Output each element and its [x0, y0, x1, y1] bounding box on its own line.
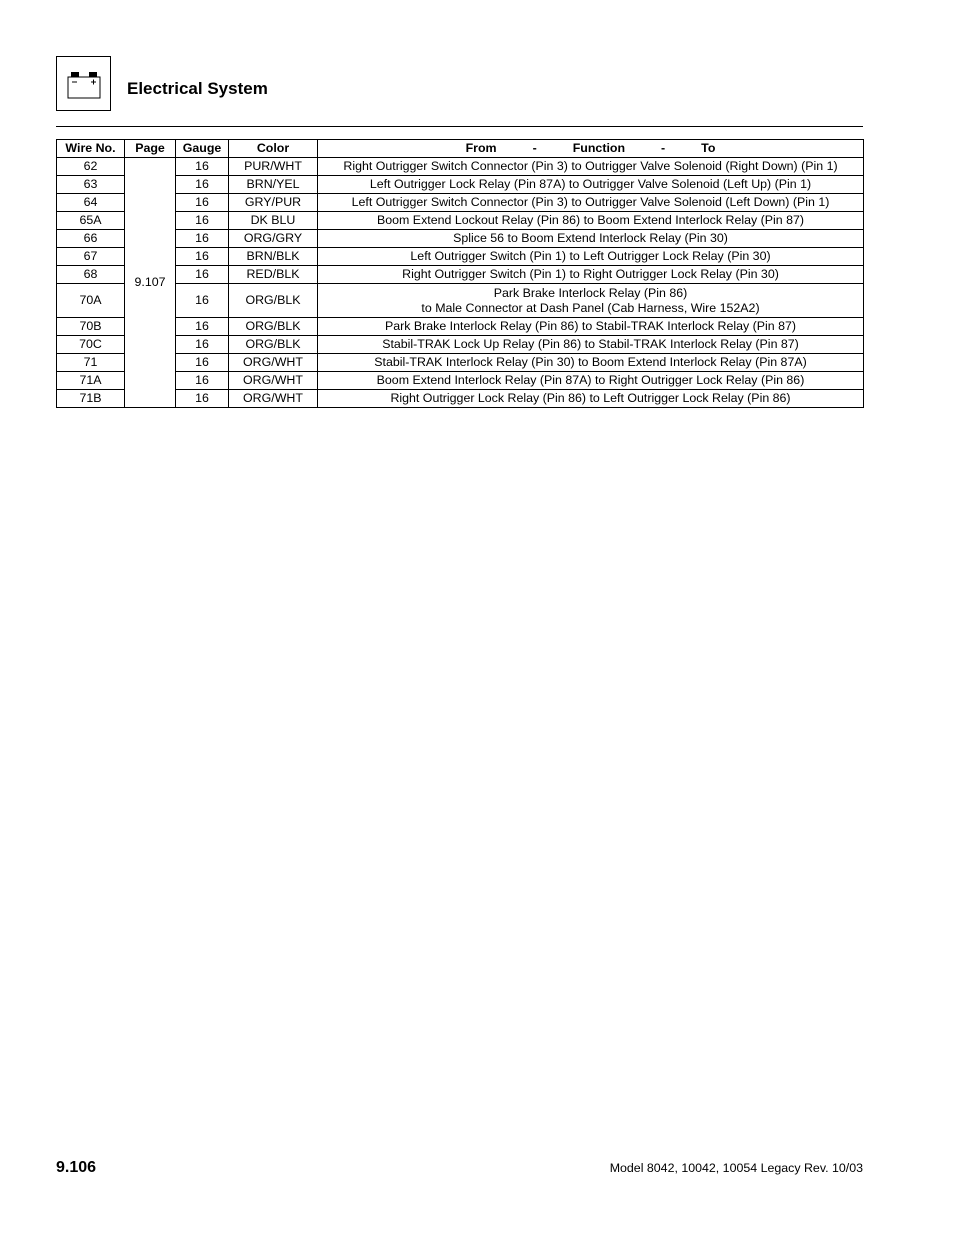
- wire-function: [318, 354, 864, 372]
- table-row: [57, 354, 864, 372]
- wire-function: [318, 266, 864, 284]
- table-row: [57, 194, 864, 212]
- col-gauge: Gauge: [176, 140, 229, 158]
- wire-color: GRY/PUR: [229, 194, 318, 212]
- wire-function: [318, 248, 864, 266]
- wire-number: 62: [57, 158, 125, 176]
- col-function-from: From: [465, 141, 497, 155]
- wire-function: [318, 318, 864, 336]
- wire-color: DK BLU: [229, 212, 318, 230]
- wire-function-line: Left Outrigger Lock Relay (Pin 87A) to Outrigger Valve Solenoid (Left Up) (Pin 1): [369, 177, 812, 191]
- wire-function: [318, 176, 864, 194]
- wire-number: 70B: [57, 318, 125, 336]
- wire-gauge: 16: [176, 372, 229, 390]
- wire-gauge: 16: [176, 390, 229, 408]
- wire-function-line: Stabil-TRAK Lock Up Relay (Pin 86) to Stabil-TRAK Interlock Relay (Pin 87): [382, 337, 799, 351]
- page-number: 9.106: [56, 1159, 97, 1176]
- wire-function: [318, 372, 864, 390]
- battery-icon: [65, 71, 103, 99]
- wire-color: ORG/BLK: [229, 336, 318, 354]
- wire-function-line: Left Outrigger Switch Connector (Pin 3) to Outrigger Valve Solenoid (Left Down) (Pin 1): [351, 195, 830, 209]
- wire-color: PUR/WHT: [229, 158, 318, 176]
- wire-function: [318, 284, 864, 318]
- wire-number: 71: [57, 354, 125, 372]
- wire-function: [318, 390, 864, 408]
- table-row: [57, 284, 864, 318]
- wire-color: ORG/WHT: [229, 372, 318, 390]
- wire-number: 70C: [57, 336, 125, 354]
- wire-number: 71A: [57, 372, 125, 390]
- wire-function: [318, 230, 864, 248]
- wire-gauge: 16: [176, 336, 229, 354]
- wire-color: BRN/BLK: [229, 248, 318, 266]
- wire-color: ORG/WHT: [229, 354, 318, 372]
- wire-function: [318, 194, 864, 212]
- wire-gauge: 16: [176, 230, 229, 248]
- wire-gauge: 16: [176, 158, 229, 176]
- table-row: [57, 266, 864, 284]
- table-row: [57, 248, 864, 266]
- col-function: [318, 140, 864, 158]
- wire-number: 68: [57, 266, 125, 284]
- table-row: [57, 372, 864, 390]
- wire-table: [56, 139, 864, 408]
- wire-gauge: 16: [176, 194, 229, 212]
- wire-color: ORG/WHT: [229, 390, 318, 408]
- wire-gauge: 16: [176, 176, 229, 194]
- wire-function-line: Boom Extend Interlock Relay (Pin 87A) to Right Outrigger Lock Relay (Pin 86): [376, 373, 805, 387]
- wire-number: 65A: [57, 212, 125, 230]
- col-function-sep: -: [661, 141, 666, 155]
- wire-color: BRN/YEL: [229, 176, 318, 194]
- wire-color: ORG/BLK: [229, 284, 318, 318]
- table-row: [57, 230, 864, 248]
- wire-number: 63: [57, 176, 125, 194]
- wire-gauge: 16: [176, 318, 229, 336]
- wire-function: [318, 212, 864, 230]
- col-page: Page: [125, 140, 176, 158]
- wire-function-line: Boom Extend Lockout Relay (Pin 86) to Boom Extend Interlock Relay (Pin 87): [377, 213, 804, 227]
- wire-gauge: 16: [176, 266, 229, 284]
- col-function-mid: Function: [572, 141, 626, 155]
- wire-function-line: Left Outrigger Switch (Pin 1) to Left Outrigger Lock Relay (Pin 30): [410, 249, 771, 263]
- wire-color: ORG/BLK: [229, 318, 318, 336]
- wire-function: [318, 158, 864, 176]
- wire-function-line: Park Brake Interlock Relay (Pin 86): [493, 285, 688, 300]
- wire-function-line: Right Outrigger Switch (Pin 1) to Right Outrigger Lock Relay (Pin 30): [402, 267, 779, 281]
- table-header-row: [57, 140, 864, 158]
- section-title: Electrical System: [127, 79, 268, 98]
- wire-function-line: Right Outrigger Lock Relay (Pin 86) to Left Outrigger Lock Relay (Pin 86): [390, 391, 791, 405]
- col-function-to: To: [701, 141, 716, 155]
- col-color: Color: [229, 140, 318, 158]
- page-reference: 9.107: [125, 158, 176, 408]
- table-row: [57, 318, 864, 336]
- col-wire-no: Wire No.: [57, 140, 125, 158]
- wire-function-line: Stabil-TRAK Interlock Relay (Pin 30) to Boom Extend Interlock Relay (Pin 87A): [374, 355, 807, 369]
- col-function-sep: -: [532, 141, 537, 155]
- table-row: [57, 212, 864, 230]
- wire-number: 67: [57, 248, 125, 266]
- wire-gauge: 16: [176, 354, 229, 372]
- table-row: [57, 158, 864, 176]
- wire-gauge: 16: [176, 284, 229, 318]
- wire-gauge: 16: [176, 212, 229, 230]
- table-row: [57, 176, 864, 194]
- wire-color: RED/BLK: [229, 266, 318, 284]
- wire-gauge: 16: [176, 248, 229, 266]
- table-row: [57, 390, 864, 408]
- wire-function-line: Right Outrigger Switch Connector (Pin 3) to Outrigger Valve Solenoid (Right Down) (Pin 1): [343, 159, 838, 173]
- wire-function-line: Park Brake Interlock Relay (Pin 86) to Stabil-TRAK Interlock Relay (Pin 87): [384, 319, 797, 333]
- table-row: [57, 336, 864, 354]
- wire-color: ORG/GRY: [229, 230, 318, 248]
- wire-function-line: to Male Connector at Dash Panel (Cab Harness, Wire 152A2): [421, 300, 760, 315]
- battery-icon-box: [56, 56, 111, 111]
- model-revision: Model 8042, 10042, 10054 Legacy Rev. 10/03: [609, 1161, 863, 1175]
- wire-function-line: Splice 56 to Boom Extend Interlock Relay (Pin 30): [453, 231, 728, 245]
- wire-number: 64: [57, 194, 125, 212]
- wire-number: 70A: [57, 284, 125, 318]
- wire-function: [318, 336, 864, 354]
- header-divider: [56, 126, 863, 127]
- wire-number: 66: [57, 230, 125, 248]
- wire-number: 71B: [57, 390, 125, 408]
